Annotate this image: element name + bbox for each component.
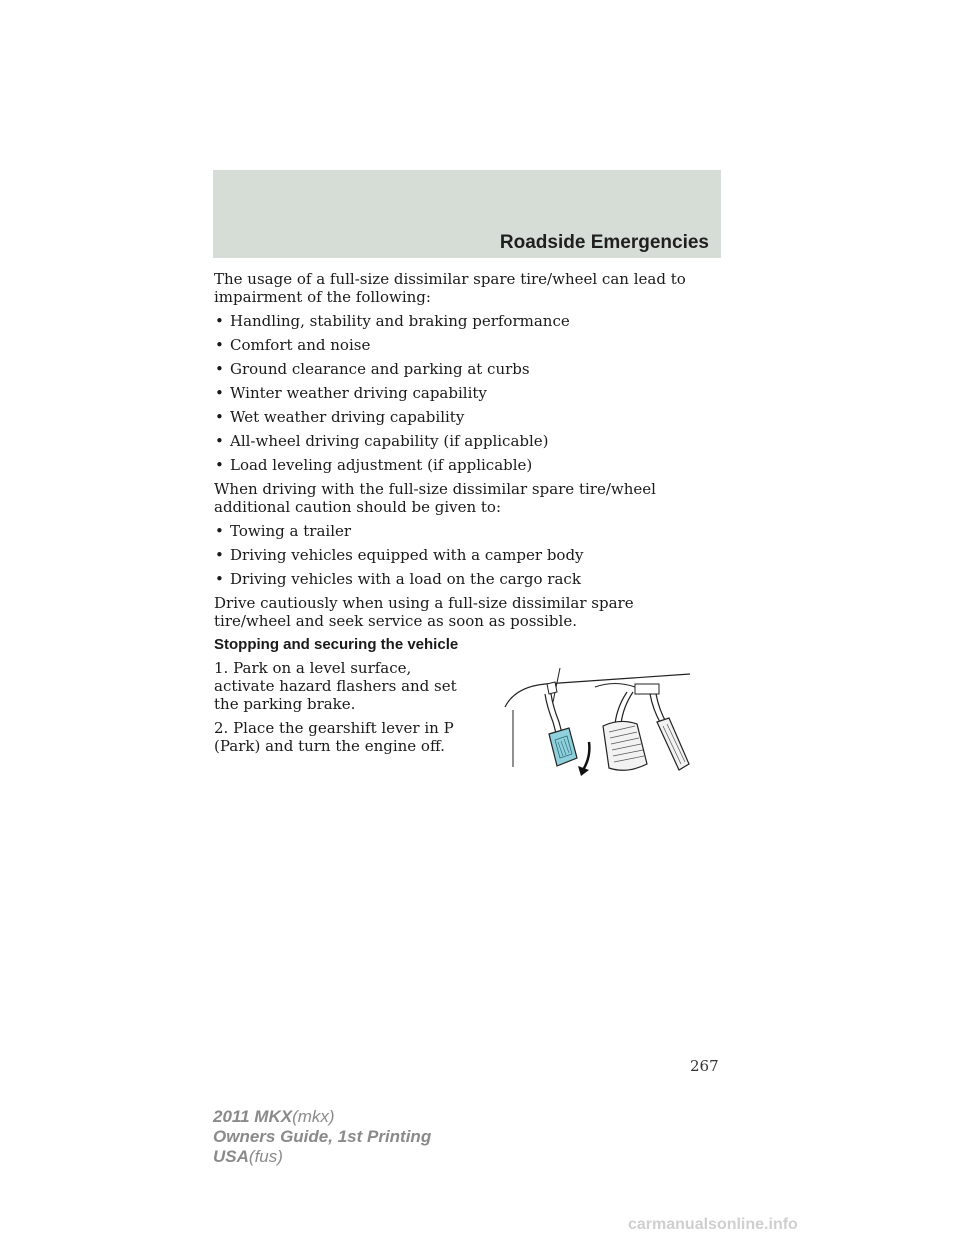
- list-item: • Wet weather driving capability: [215, 408, 465, 426]
- list-item: • Winter weather driving capability: [215, 384, 487, 402]
- footer-line: 2011 MKX(mkx): [213, 1107, 335, 1126]
- step-item: 2. Place the gearshift lever in P (Park) and turn the engine off.: [214, 719, 454, 755]
- bullet-icon: •: [215, 570, 224, 588]
- parking-brake-arm: [545, 694, 557, 737]
- footer-line: USA(fus): [213, 1147, 283, 1166]
- accelerator-pedal: [657, 718, 689, 770]
- bullet-icon: •: [215, 312, 224, 330]
- page-number: 267: [690, 1057, 719, 1075]
- list-item: • Driving vehicles equipped with a camper body: [215, 546, 584, 564]
- list-item: • Ground clearance and parking at curbs: [215, 360, 530, 378]
- print-footer: [213, 1107, 431, 1167]
- watermark: carmanualsonline.info: [628, 1216, 798, 1233]
- bullet-icon: •: [215, 522, 224, 540]
- bullet-icon: •: [215, 336, 224, 354]
- pedal-illustration: [485, 662, 695, 780]
- list-item: • Comfort and noise: [215, 336, 371, 354]
- dashboard-outline: [505, 674, 690, 707]
- bullet-icon: •: [215, 432, 224, 450]
- step-list: [214, 659, 464, 755]
- bullet-icon: •: [215, 384, 224, 402]
- accelerator-arm: [650, 694, 661, 724]
- caution-intro-paragraph: When driving with the full-size dissimilar spare tire/wheel additional caution should be given to:: [214, 480, 656, 516]
- impairment-list: [214, 312, 704, 474]
- bullet-icon: •: [215, 360, 224, 378]
- subsection-heading: Stopping and securing the vehicle: [214, 636, 459, 653]
- list-item: • Driving vehicles with a load on the cargo rack: [215, 570, 581, 588]
- caution-list: [214, 522, 704, 588]
- list-item: • Towing a trailer: [215, 522, 352, 540]
- list-item: • Load leveling adjustment (if applicable): [215, 456, 533, 474]
- section-header-band: [213, 170, 721, 258]
- footer-line: Owners Guide, 1st Printing: [213, 1127, 432, 1146]
- intro-paragraph: The usage of a full-size dissimilar spare tire/wheel can lead to impairment of the following:: [214, 270, 686, 306]
- drive-note-paragraph: Drive cautiously when using a full-size dissimilar spare tire/wheel and seek service as soon as possible.: [214, 594, 634, 630]
- section-title: Roadside Emergencies: [499, 232, 709, 253]
- brake-pedal: [603, 721, 647, 770]
- push-arrow-icon: [583, 742, 589, 770]
- bullet-icon: •: [215, 546, 224, 564]
- list-item: • Handling, stability and braking performance: [215, 312, 570, 330]
- bullet-icon: •: [215, 408, 224, 426]
- list-item: • All-wheel driving capability (if applicable): [215, 432, 549, 450]
- step-item: 1. Park on a level surface, activate hazard flashers and set the parking brake.: [214, 659, 457, 713]
- bullet-icon: •: [215, 456, 224, 474]
